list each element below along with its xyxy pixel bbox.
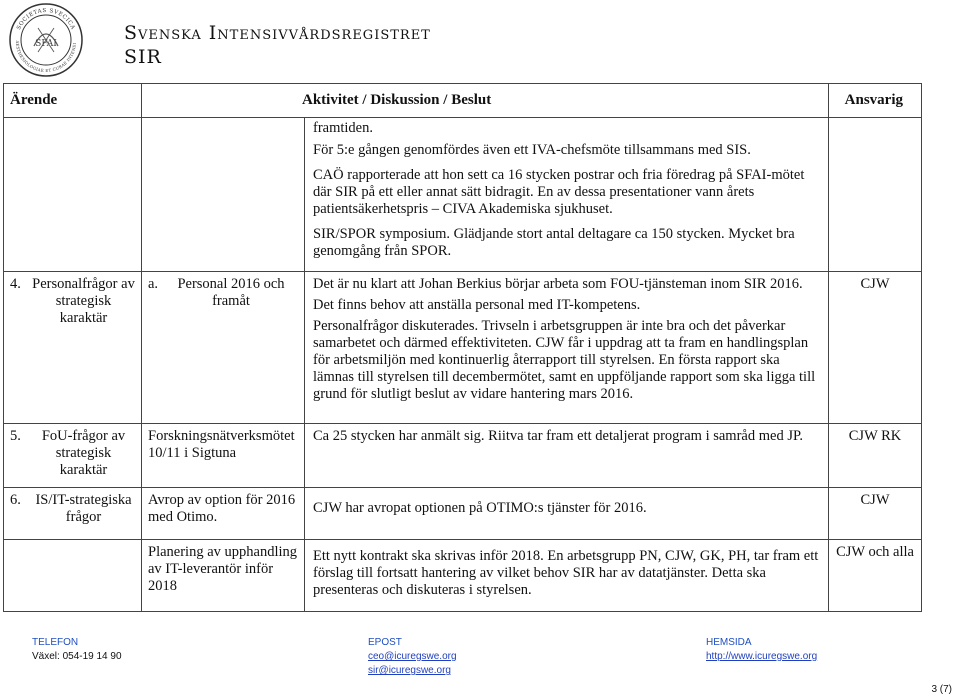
subtopic-cell xyxy=(142,272,305,424)
paragraph: Personalfrågor diskuterades. Trivseln i arbetsgruppen är inte bra och det påverkar samarbetet och därmed effektiviteten. CJW får i uppdrag att ta fram en handlingsplan för arbetsmiljön med kontinuerlig återrapport till styrelsen. En första rapport ska lämnas till styrelsen till decembermötet, samt en uppföljande rapport som ska ligga till grund för slutligt beslut av vidare hantering mars 2016. xyxy=(313,318,816,402)
society-logo xyxy=(8,2,84,78)
paragraph: Det är nu klart att Johan Berkius börjar arbeta som FOU-tjänsteman inom SIR 2016. xyxy=(313,276,803,292)
paragraph: Ca 25 stycken har anmält sig. Riitva tar fram ett detaljerat program i samråd med JP. xyxy=(313,428,804,444)
activity-cell xyxy=(305,118,829,272)
table-row xyxy=(4,540,922,612)
logo-ring-top: SOCIETAS SVECICA xyxy=(16,7,76,31)
subtopic-cell: Planering av upphandling av IT-leverantör inför 2018 xyxy=(142,540,305,612)
responsible-cell: CJW och alla xyxy=(829,540,922,612)
activity-cell xyxy=(305,272,829,424)
subtopic-cell: Forskningsnätverksmötet 10/11 i Sigtuna xyxy=(142,424,305,488)
topic-number: 4. xyxy=(10,276,21,292)
col-header-ansvarig: Ansvarig xyxy=(829,84,922,118)
footer-telefon xyxy=(32,636,122,664)
subtopic-text: Personal 2016 och framåt xyxy=(177,276,285,309)
page-number: 3 (7) xyxy=(931,684,952,695)
col-header-arende: Ärende xyxy=(4,84,142,118)
footer-epost-label: EPOST xyxy=(368,637,402,648)
footer-hemsida-label: HEMSIDA xyxy=(706,637,752,648)
topic-cell xyxy=(4,424,142,488)
minutes-table xyxy=(3,83,922,612)
logo-ring-bottom: AESTHESIOLOGIAE ET CURAE INTENSI xyxy=(14,40,78,74)
paragraph: CAÖ rapporterade att hon sett ca 16 stycken postrar och fria föredrag på SFAI-mötet där SIR på ett eller annat sätt bidragit. En av dessa presentationer vann årets patientsäkerhetspris – CIVA Akademiska sjukhuset. xyxy=(313,167,805,217)
org-name: Svenska Intensivvårdsregistret xyxy=(124,22,431,44)
table-row xyxy=(4,118,922,272)
paragraph: framtiden. xyxy=(313,120,373,136)
paragraph: CJW har avropat optionen på OTIMO:s tjänster för 2016. xyxy=(313,500,647,516)
topic-text: FoU-frågor av strategisk karaktär xyxy=(41,428,126,478)
paragraph: Det finns behov att anställa personal med IT-kompetens. xyxy=(313,297,641,313)
activity-cell xyxy=(305,424,829,488)
footer-email-link[interactable]: ceo@icuregswe.org xyxy=(368,651,457,662)
topic-text: Personalfrågor av strategisk karaktär xyxy=(32,276,135,326)
activity-cell xyxy=(305,488,829,540)
col-header-aktivitet: Aktivitet / Diskussion / Beslut xyxy=(142,84,829,118)
table-header-row xyxy=(4,84,922,118)
responsible-cell: CJW RK xyxy=(829,424,922,488)
topic-text: IS/IT-strategiska frågor xyxy=(35,492,132,525)
responsible-cell: CJW xyxy=(829,272,922,424)
footer-telefon-label: TELEFON xyxy=(32,637,79,648)
topic-cell xyxy=(4,488,142,540)
paragraph: För 5:e gången genomfördes även ett IVA-chefsmöte tillsammans med SIS. xyxy=(313,142,751,158)
topic-cell xyxy=(4,272,142,424)
activity-cell xyxy=(305,540,829,612)
footer-telefon-value: Växel: 054-19 14 90 xyxy=(32,651,122,662)
table-row xyxy=(4,424,922,488)
org-abbr: SIR xyxy=(124,46,162,68)
footer-epost xyxy=(368,636,457,678)
responsible-cell: CJW xyxy=(829,488,922,540)
paragraph: SIR/SPOR symposium. Glädjande stort antal deltagare ca 150 stycken. Mycket bra genomgång från SPOR. xyxy=(313,226,795,259)
topic-number: 6. xyxy=(10,492,21,508)
subtopic-cell: Avrop av option för 2016 med Otimo. xyxy=(142,488,305,540)
table-row xyxy=(4,488,922,540)
topic-number: 5. xyxy=(10,428,21,444)
table-row xyxy=(4,272,922,424)
subtopic-number: a. xyxy=(148,276,159,292)
logo-center: SFAI xyxy=(35,39,57,49)
footer-hemsida xyxy=(706,636,817,664)
paragraph: Ett nytt kontrakt ska skrivas inför 2018. En arbetsgrupp PN, CJW, GK, PH, tar fram ett förslag till fortsatt hantering av vilket behov SIR har av datatjänster. Detta ska presenteras och diskuteras i styrelsen. xyxy=(313,548,819,598)
footer-website-link[interactable]: http://www.icuregswe.org xyxy=(706,651,818,662)
footer-email-link[interactable]: sir@icuregswe.org xyxy=(368,665,451,676)
